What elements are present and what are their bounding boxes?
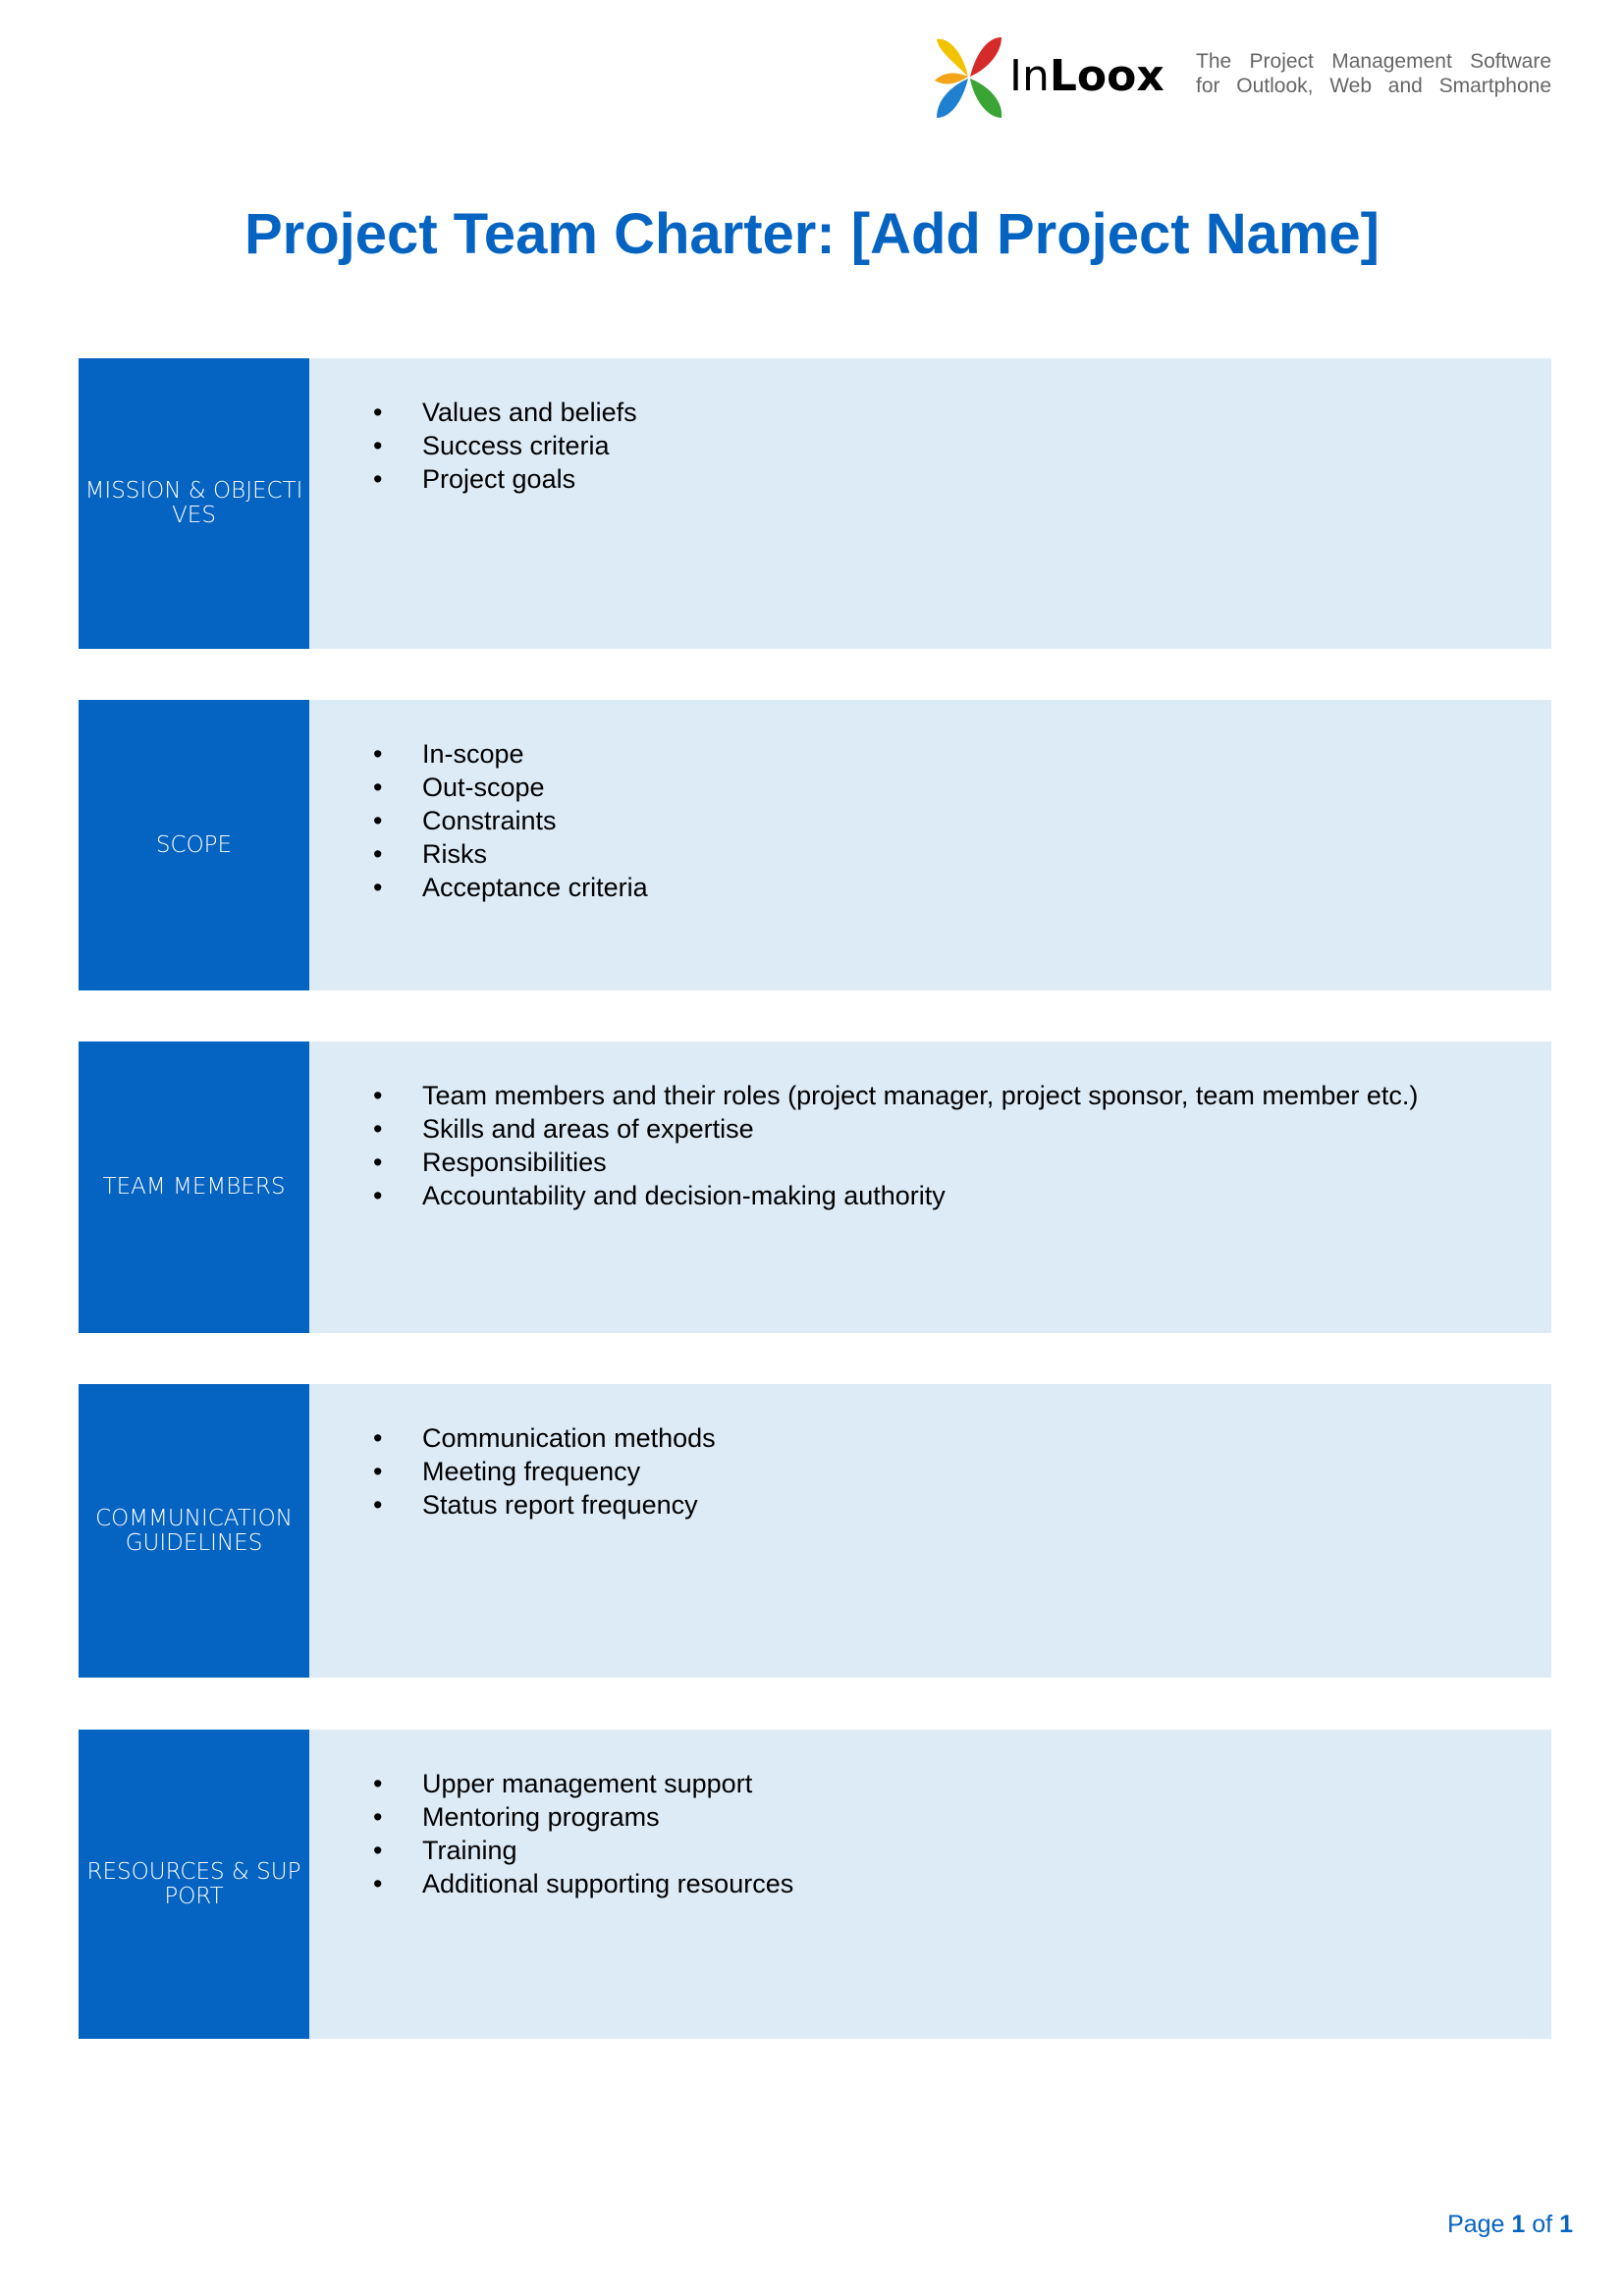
section-team-members	[79, 1041, 1551, 1333]
page-number: Page 1 of 1	[1447, 2211, 1573, 2238]
list-item: • Responsibilities	[373, 1148, 607, 1177]
list-item: • Skills and areas of expertise	[373, 1114, 754, 1144]
section-resources	[79, 1730, 1551, 2039]
section-body	[309, 1384, 1551, 1678]
list-item: • Team members and their roles (project manager, project sponsor, team member etc.)	[373, 1081, 1419, 1110]
logo-tagline: The Project Management Software for Outlook, Web and Smartphone	[1196, 50, 1551, 97]
list-item: • Risks	[373, 839, 487, 869]
section-body	[309, 1041, 1551, 1333]
list-item: • Mentoring programs	[373, 1802, 660, 1832]
section-scope	[79, 700, 1551, 990]
inloox-logo	[933, 31, 1551, 124]
section-body	[309, 700, 1551, 990]
section-body	[309, 358, 1551, 649]
section-label: RESOURCES & SUPPORT	[79, 1730, 309, 2039]
list-item: • Meeting frequency	[373, 1457, 641, 1486]
inloox-flower-icon	[933, 31, 1005, 124]
list-item: • Out-scope	[373, 773, 545, 802]
list-item: • Additional supporting resources	[373, 1869, 794, 1898]
list-item: • Acceptance criteria	[373, 873, 648, 902]
list-item: • Success criteria	[373, 431, 610, 460]
list-item: • Status report frequency	[373, 1490, 698, 1520]
section-communication	[79, 1384, 1551, 1678]
section-mission	[79, 358, 1551, 649]
list-item: • Project goals	[373, 464, 576, 494]
list-item: • Communication methods	[373, 1423, 716, 1453]
list-item: • Accountability and decision-making authority	[373, 1181, 946, 1210]
section-label: COMMUNICATION GUIDELINES	[79, 1384, 309, 1678]
section-label: TEAM MEMBERS	[79, 1041, 309, 1333]
section-label: MISSION & OBJECTIVES	[79, 358, 309, 649]
list-item: • In-scope	[373, 739, 524, 769]
section-label: SCOPE	[79, 700, 309, 990]
list-item: • Upper management support	[373, 1769, 753, 1798]
section-body	[309, 1730, 1551, 2039]
list-item: • Training	[373, 1836, 517, 1865]
logo-wordmark: InLoox	[1009, 51, 1164, 101]
list-item: • Values and beliefs	[373, 398, 637, 427]
list-item: • Constraints	[373, 806, 557, 835]
page-title: Project Team Charter: [Add Project Name]	[244, 202, 1380, 266]
